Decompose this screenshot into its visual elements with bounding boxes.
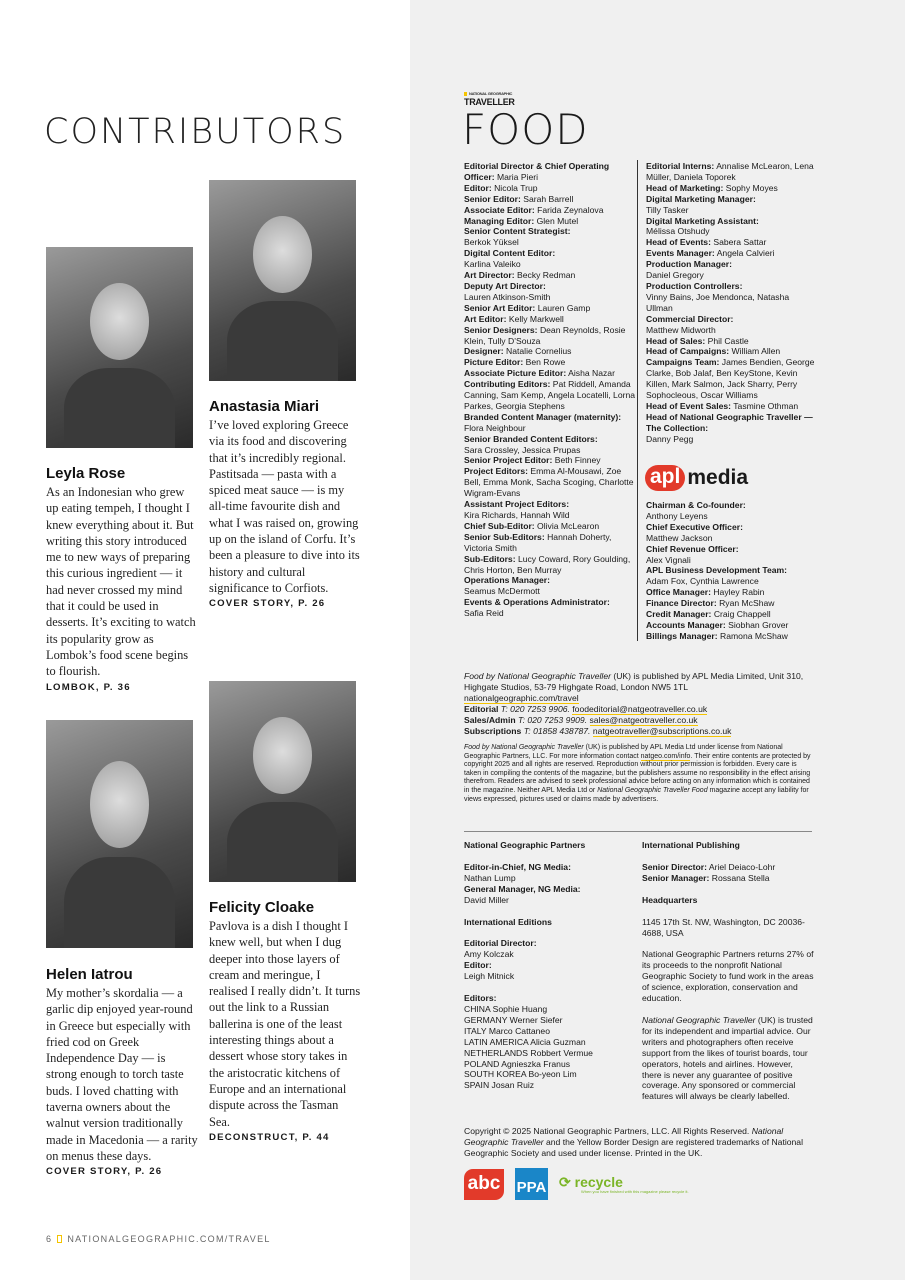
contact-email[interactable]: natgeotraveller@subscriptions.co.uk [592,725,732,736]
role-label: Senior Manager: [642,872,710,883]
role-label: Deputy Art Director: [464,280,546,291]
person-name: Matthew Midworth [646,324,716,335]
publication-name: National Geographic Traveller Food [597,786,708,794]
contributor-felicity-cloake [209,899,361,1143]
person-name: David Miller [464,894,509,905]
trust-note: (UK) is trusted for its independent and impartial advice. Our writers and photographers often receive support from the likes of tourist boards, tour operators, hotels and airlines. However, there is never any guarantee of positive coverage. Any sponsored or commercial features will always be clearly labelled. [642,1014,813,1102]
contributor-name: Anastasia Miari [209,398,320,415]
person-name: Rossana Stella [711,872,770,883]
role-label: Associate Picture Editor: [464,368,567,379]
role-label: Art Editor: [464,313,507,324]
masthead-entry [464,379,640,412]
person-name: Lauren Atkinson-Smith [464,291,551,302]
person-name: Ben Rowe [525,357,566,368]
person-name: Seamus McDermott [464,586,540,597]
footer-url[interactable]: NATIONALGEOGRAPHIC.COM/TRAVEL [67,1234,271,1244]
contact-line [464,715,814,726]
contact-phone: T: 01858 438787. [521,725,593,736]
role-label: Assistant Project Editors: [464,499,570,510]
section-divider [464,831,812,832]
contact-label: Sales/Admin [464,714,516,725]
role-label: Senior Director: [642,861,707,872]
masthead-entry [646,620,816,631]
masthead-entry [646,314,816,336]
masthead-entry [464,226,640,248]
edition-editor: CHINA Sophie Huang [464,1003,548,1014]
contributor-name: Helen Iatrou [46,966,133,983]
contributor-story-ref: DECONSTRUCT, P. 44 [209,1131,330,1143]
ng-partners [464,840,636,1091]
contact-label: Editorial [464,703,499,714]
masthead-entry [646,587,816,598]
website-link[interactable]: nationalgeographic.com/travel [464,692,579,703]
edition-editor: SPAIN Josan Ruiz [464,1080,535,1091]
person-name: Phil Castle [707,335,749,346]
masthead-entry [464,466,640,499]
role-label: Editor: [464,182,492,193]
photo-anastasia-miari [209,180,356,381]
masthead-entry [646,598,816,609]
role-label: Senior Designers: [464,324,538,335]
traveller-wordmark: TRAVELLER [464,97,515,107]
role-label: Designer: [464,346,504,357]
masthead-apl [646,500,816,642]
masthead-entry [464,532,640,554]
contributor-story-ref: COVER STORY, P. 26 [209,598,326,610]
page-number: 6 [46,1234,53,1244]
contributor-helen-iatrou [46,966,198,1177]
contributor-story-ref: LOMBOK, P. 36 [46,681,131,693]
section-heading: National Geographic Partners [464,840,586,850]
masthead-entry [464,325,640,347]
masthead-entry [464,412,640,434]
person-name: Dean Reynolds, Rosie Klein, Tully D’Souza [464,324,626,346]
masthead-entry [646,248,816,259]
person-name: Sabera Sattar [713,237,767,248]
international-publishing [642,840,814,1102]
person-name: Emma Al-Mousawi, Zoe Bell, Emma Monk, Sacha Scoging, Charlotte Wigram-Evans [464,466,634,499]
page-footer [46,1234,271,1244]
person-name: Lucy Coward, Rory Goulding, Chris Horton, Ben Murray [464,553,631,575]
masthead-entry [464,862,636,884]
edition-editor: LATIN AMERICA Alicia Guzman [464,1036,586,1047]
publication-name: National Geographic Traveller [642,1014,756,1025]
person-name: Olivia McLearon [537,520,600,531]
masthead-entry [646,609,816,620]
person-name: Berkok Yüksel [464,237,519,248]
contact-phone: T: 020 7253 9909. [515,714,590,725]
edition-editor: SOUTH KOREA Bo-yeon Lim [464,1069,577,1080]
apl-logo-text: media [687,466,749,489]
role-label: Operations Manager: [464,575,550,586]
column-divider [637,160,638,641]
contact-line [464,726,814,737]
copyright-text: Copyright © 2025 National Geographic Partners, LLC. All Rights Reserved. [464,1126,752,1136]
edition-editor: ITALY Marco Cattaneo [464,1025,550,1036]
person-name: Flora Neighbour [464,422,526,433]
person-name: Leigh Mitnick [464,971,515,982]
contributor-bio: Pavlova is a dish I thought I knew well, but when I dug deeper into those layers of cream and meringue, I realised I really didn’t. It turns out the link to a Russian ballerina is one of the least interesting things about a dessert whose story takes in the aristocratic kitchens of Europe and an international dispute across the Tasman Sea. [209,919,361,1129]
abc-logo: abc [464,1169,504,1200]
person-name: Hayley Rabin [713,587,765,598]
masthead-entry [646,500,816,522]
person-name: Pat Riddell, Amanda Canning, Sam Kemp, Angela Locatelli, Lorna Parkes, Georgia Stephens [464,379,636,411]
masthead-entry [464,499,640,521]
role-label: Art Director: [464,270,515,281]
role-label: Contributing Editors: [464,379,551,390]
contact-label: Subscriptions [464,725,522,736]
masthead-entry [464,357,640,368]
person-name: Siobhan Grover [728,619,789,630]
masthead-entry [646,336,816,347]
person-name: Matthew Jackson [646,532,713,543]
person-name: Adam Fox, Cynthia Lawrence [646,576,759,587]
role-label: Head of Marketing: [646,182,724,193]
person-name: Maria Pieri [496,171,539,182]
role-label: Production Controllers: [646,280,743,291]
role-label: Senior Content Strategist: [464,226,571,237]
masthead-entry [646,216,816,238]
masthead-entry [464,216,640,227]
role-label: Chief Executive Officer: [646,521,743,532]
role-label: Events & Operations Administrator: [464,597,610,608]
contributor-name: Leyla Rose [46,465,126,482]
role-label: Head of National Geographic Traveller — The Collection: [646,411,813,433]
role-label: Credit Manager: [646,609,712,620]
edition-editor: NETHERLANDS Robbert Vermue [464,1047,593,1058]
masthead-entry [646,161,816,183]
role-label: Editorial Interns: [646,161,715,171]
masthead-entry [646,565,816,587]
copyright-text: and the Yellow Border Design are registered trademarks of National Geographic Society and used under license. Printed in the UK. [464,1136,803,1158]
masthead-entry [646,401,816,412]
person-name: Anthony Leyens [646,510,708,521]
role-label: Senior Branded Content Editors: [464,433,598,444]
role-label: Editor: [464,960,492,971]
apl-media-logo [645,465,748,491]
publication-name: Food by National Geographic Traveller [464,671,611,681]
recycle-label: recycle [574,1173,623,1190]
publisher-address: (UK) is published by APL Media Limited, Unit 310, Highgate Studios, 53-79 Highgate Road, London NW5 1TL [464,671,804,692]
role-label: Senior Sub-Editors: [464,531,545,542]
role-label: Digital Marketing Manager: [646,193,756,204]
masthead-entry [646,522,816,544]
photo-leyla-rose [46,247,193,448]
photo-felicity-cloake [209,681,356,882]
contact-line [464,704,814,715]
masthead-entry [646,631,816,642]
contributor-bio: As an Indonesian who grew up eating tempeh, I thought I knew everything about it. But writing this story introduced me to new ways of preparing this curious ingredient — it had never crossed my mind that it could be used in desserts. It’s exciting to watch its popularity grow as Lombok’s food scene begins to flourish. [46,485,196,679]
role-label: General Manager, NG Media: [464,883,581,894]
role-label: Chief Sub-Editor: [464,520,535,531]
role-label: Picture Editor: [464,357,524,368]
person-name: Farida Zeynalova [537,204,604,215]
person-name: Sophy Moyes [725,182,778,193]
masthead-entry [464,597,640,619]
person-name: Kelly Markwell [508,313,564,324]
role-label: Senior Editor: [464,193,521,204]
masthead-entry [464,314,640,325]
ng-logo: NATIONAL GEOGRAPHIC [464,92,515,96]
role-label: Senior Project Editor: [464,455,553,466]
masthead-entry [646,412,816,445]
role-label: Associate Editor: [464,204,535,215]
role-label: Head of Event Sales: [646,400,732,411]
section-heading: International Editions [464,916,552,927]
masthead-entry [464,434,640,456]
masthead-entry [646,259,816,281]
role-label: Sub-Editors: [464,553,516,564]
masthead-commercial [646,161,816,445]
masthead-entry [646,357,816,401]
role-label: Campaigns Team: [646,357,720,368]
masthead-entry [464,554,640,576]
recycle-note: When you have finished with this magazine please recycle it. [581,1188,689,1194]
masthead-entry [646,281,816,314]
person-name: Beth Finney [554,455,601,466]
masthead-entry [464,303,640,314]
certification-badges [464,1168,689,1200]
proceeds-note: National Geographic Partners returns 27% of its proceeds to the nonprofit National Geographic Society to fund work in the areas of science, exploration, conservation and education. [642,949,814,1004]
contact-email[interactable]: foodeditorial@natgeotraveller.co.uk [572,703,708,714]
license-text: (UK) is published by APL Media Ltd under license from National Geographic Partners, LLC. For more information contact [464,744,783,760]
person-name: Aisha Nazar [568,368,615,379]
role-label: Commercial Director: [646,313,734,324]
contributor-name: Felicity Cloake [209,899,315,916]
masthead-entry [464,455,640,466]
masthead-entry [646,194,816,216]
person-name: William Allen [731,346,781,357]
masthead-entry [464,248,640,270]
masthead-entry [464,368,640,379]
person-name: Lauren Gamp [537,302,591,313]
role-label: Chairman & Co-founder: [646,500,746,510]
role-label: Branded Content Manager (maternity): [464,411,622,422]
role-label: Editorial Director & Chief Operating Officer: [464,161,610,182]
section-heading: Headquarters [642,894,698,905]
masthead-entry [464,884,636,906]
publisher-info [464,671,814,736]
hq-address: 1145 17th St. NW, Washington, DC 20036-4688, USA [642,916,805,938]
contributor-bio: My mother’s skordalia — a garlic dip enjoyed year-round in Greece but especially with fried cod on Greek Independence Day — is strong enough to torch taste buds. I loved chatting with taverna owners about the walnut version traditionally made in Macedonia — a rarity on menus these days. [46,986,198,1163]
edition-editor: GERMANY Werner Siefer [464,1014,563,1025]
masthead-entry [646,346,816,357]
role-label: Chief Revenue Officer: [646,543,739,554]
photo-helen-iatrou [46,720,193,948]
person-name: Amy Kolczak [464,949,514,960]
role-label: Production Manager: [646,259,732,270]
masthead-entry [464,575,640,597]
role-label: Head of Sales: [646,335,706,346]
ppa-logo: PPA [515,1168,548,1200]
masthead-entry [464,938,636,960]
person-name: Kira Richards, Hannah Wild [464,510,570,520]
role-label: Managing Editor: [464,215,535,226]
role-label: Finance Director: [646,598,717,609]
recycle-arrow-icon: ⟳ [559,1173,571,1190]
masthead-entry [464,521,640,532]
masthead-entry [464,194,640,205]
masthead-entry [464,346,640,357]
role-label: Billings Manager: [646,630,718,641]
role-label: Events Manager: [646,248,715,259]
natgeo-info-link[interactable]: natgeo.com/info [640,752,691,760]
person-name: Safia Reid [464,608,504,619]
person-name: Glen Mutel [536,215,579,226]
publication-name: National Geographic Traveller [464,1126,784,1147]
person-name: Becky Redman [517,270,576,281]
person-name: Danny Pegg [646,433,694,444]
role-label: Accounts Manager: [646,619,726,630]
person-name: James Bendien, George Clarke, Bob Jalaf, Ben KeyStone, Kevin Killen, Mark Salmon, Jack Sharry, Perry Sophocleous, Oscar Williams [646,357,815,401]
contact-email[interactable]: sales@natgeotraveller.co.uk [589,714,698,725]
person-name: Hannah Doherty, Victoria Smith [464,531,612,553]
person-name: Angela Calvieri [716,248,775,259]
person-name: Tilly Tasker [646,204,689,215]
person-name: Ramona McShaw [720,630,788,641]
person-name: Mélissa Otshudy [646,226,710,237]
masthead-entry [646,544,816,566]
role-label: Head of Campaigns: [646,346,730,357]
role-label: Editor-in-Chief, NG Media: [464,861,571,872]
role-label: Project Editors: [464,466,528,477]
person-name: Daniel Gregory [646,270,704,281]
person-name: Vinny Bains, Joe Mendonca, Natasha Ullman [646,291,790,313]
role-label: Head of Events: [646,237,711,248]
license-notice [464,744,814,804]
person-name: Annalise McLearon, Lena Müller, Daniela Toporek [646,161,814,182]
role-label: Digital Content Editor: [464,248,556,259]
masthead-entry [464,183,640,194]
person-name: Tasmine Othman [733,400,799,411]
person-name: Alex Vignali [646,554,691,565]
contributor-bio: I’ve loved exploring Greece via its food and discovering that it’s incredibly regional. Pastitsada — pasta with a spiced meat sauce — is my all-time favourite dish and what I was raised on, growing up on the island of Corfu. It’s been a pleasure to dive into its history and cultural significance to Corfiots. [209,418,360,595]
masthead-entry [464,281,640,303]
editors-label: Editors: [464,993,497,1004]
copyright-notice [464,1126,814,1159]
role-label: APL Business Development Team: [646,565,788,576]
person-name: Nathan Lump [464,872,516,883]
masthead-entry [646,237,816,248]
masthead-entry [646,183,816,194]
person-name: Ariel Deiaco-Lohr [708,861,776,872]
contributor-leyla-rose [46,465,198,693]
license-text: . Their entire contents are protected by copyright 2025 and all rights are reserved. Reproduction without prior permission is forbidden. Every care is taken in compiling the contents of the magazine, but the publishers assume no responsibility in the effect arising therefrom. Readers are advised to seek professional advice before acting on any information which is contained in the magazine. Neither APL Media Ltd or [464,752,811,794]
apl-logo-mark: apl [645,465,685,491]
person-name: Natalie Cornelius [506,346,572,357]
masthead-entry [464,270,640,281]
person-name: Sara Crossley, Jessica Prupas [464,444,581,455]
contributor-anastasia-miari [209,398,361,609]
role-label: Office Manager: [646,587,711,598]
contributor-story-ref: COVER STORY, P. 26 [46,1166,163,1178]
masthead-entry [464,205,640,216]
person-name: Karlina Valeiko [464,259,521,270]
section-heading: International Publishing [642,840,740,850]
masthead-entry [464,960,636,982]
role-label: Digital Marketing Assistant: [646,215,759,226]
person-name: Ryan McShaw [719,598,775,609]
person-name: Nicola Trup [494,182,538,193]
masthead-entry [642,873,814,884]
food-logo: FOOD [462,105,589,154]
contact-phone: T: 020 7253 9906. [498,703,573,714]
masthead-entry [464,161,640,183]
masthead-entry [642,862,814,873]
role-label: Senior Art Editor: [464,302,536,313]
person-name: Sarah Barrell [523,193,574,204]
license-text: magazine accept any liability for views expressed, pictures used or claims made by advertisers. [464,786,809,803]
publication-name: Food by National Geographic Traveller [464,744,584,751]
person-name: Craig Chappell [713,609,771,620]
masthead-editorial [464,161,640,619]
contributors-title: CONTRIBUTORS [44,112,347,152]
edition-editor: POLAND Agnieszka Franus [464,1058,571,1069]
recycle-logo [559,1175,689,1194]
role-label: Editorial Director: [464,938,537,949]
yellow-border-icon [57,1235,62,1243]
